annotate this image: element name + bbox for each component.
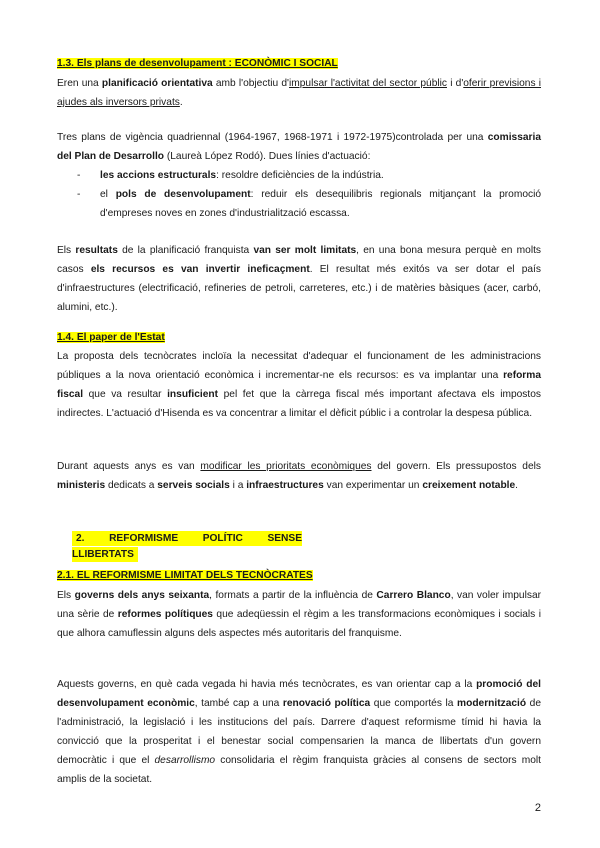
section-2-heading: 2. REFORMISME POLÍTIC SENSE LLIBERTATS	[72, 533, 302, 560]
section-1-3-paragraph-3: Els resultats de la planificació franquista van ser molt limitats, en una bona mesura perquè en molts casos els recursos es van invertir ineficaçment. El resultat més exitós va ser dotar el país d'infraestructures (electrificació, refineries de petroli, carreteres, etc.) i de matèries bàsiques (acer, carbó, alumini, etc.).	[57, 245, 542, 313]
section-1-3-heading: 1.3. Els plans de desenvolupament : ECONÒMIC I SOCIAL	[57, 58, 338, 69]
section-1-4-paragraph-2: Durant aquests anys es van modificar les prioritats econòmiques del govern. Els pressupostos dels ministeris dedicats a serveis socials i a infraestructures van experimentar un creixement notable.	[57, 461, 541, 491]
page-number: 2	[534, 802, 541, 814]
section-1-4-paragraph-1: La proposta dels tecnòcrates incloïa la necessitat d'adequar el funcionament de les administracions públiques a la nova orientació econòmica i incrementar-ne els recursos: es va implantar una reforma fiscal que va resultar insuficient pel fet que la càrrega fiscal més important afectava els impostos indirectes. L'actuació d'Hisenda es va concentrar a limitar el dèficit públic i a controlar la despesa pública.	[57, 351, 541, 419]
section-1-3-paragraph-2: Tres plans de vigència quadriennal (1964-1967, 1968-1971 i 1972-1975)controlada per una comissaria del Plan de Desarrollo (Laureà López Rodó). Dues línies d'actuació:	[57, 132, 541, 162]
list-item: - el pols de desenvolupament: reduir els desequilibris regionals mitjançant la promoció d'empreses noves en zones d'industrialització escassa.	[77, 189, 542, 219]
list-item: - les accions estructurals: resoldre deficiències de la indústria.	[77, 170, 384, 181]
section-1-3-heading-line	[57, 56, 541, 72]
section-2-1-paragraph-1: Els governs dels anys seixanta, formats a partir de la influència de Carrero Blanco, van voler impulsar una sèrie de reformes polítiques que adeqüessin el règim a les transformacions econòmiques i socials i que alhora camuflessin alguns dels aspectes més autoritaris del franquisme.	[57, 590, 542, 639]
section-2-heading-line	[72, 531, 302, 563]
section-2-1-paragraph-2: Aquests governs, en què cada vegada hi havia més tecnòcrates, es van orientar cap a la promoció del desenvolupament econòmic, també cap a una renovació política que comportés la modernització de l'administració, la legislació i les institucions del país. Darrere d'aquest reformisme tímid hi havia la convicció que la prosperitat i el benestar social compensarien la manca de llibertats d'un govern democràtic i que el desarrollismo consolidaria el règim franquista gràcies al consens de sectors molt amplis de la societat.	[57, 679, 542, 785]
section-1-3-paragraph-1: Eren una planificació orientativa amb l'objectiu d'impulsar l'activitat del sector públic i d'oferir previsions i ajudes als inversors privats.	[57, 78, 541, 108]
section-2-1-heading: 2.1. EL REFORMISME LIMITAT DELS TECNÒCRATES	[57, 570, 313, 581]
section-1-4-heading-line	[57, 330, 541, 346]
section-1-3-bullet-list	[57, 166, 541, 223]
section-1-4-heading: 1.4. El paper de l'Estat	[57, 332, 165, 343]
section-2-1-heading-line	[57, 568, 541, 584]
